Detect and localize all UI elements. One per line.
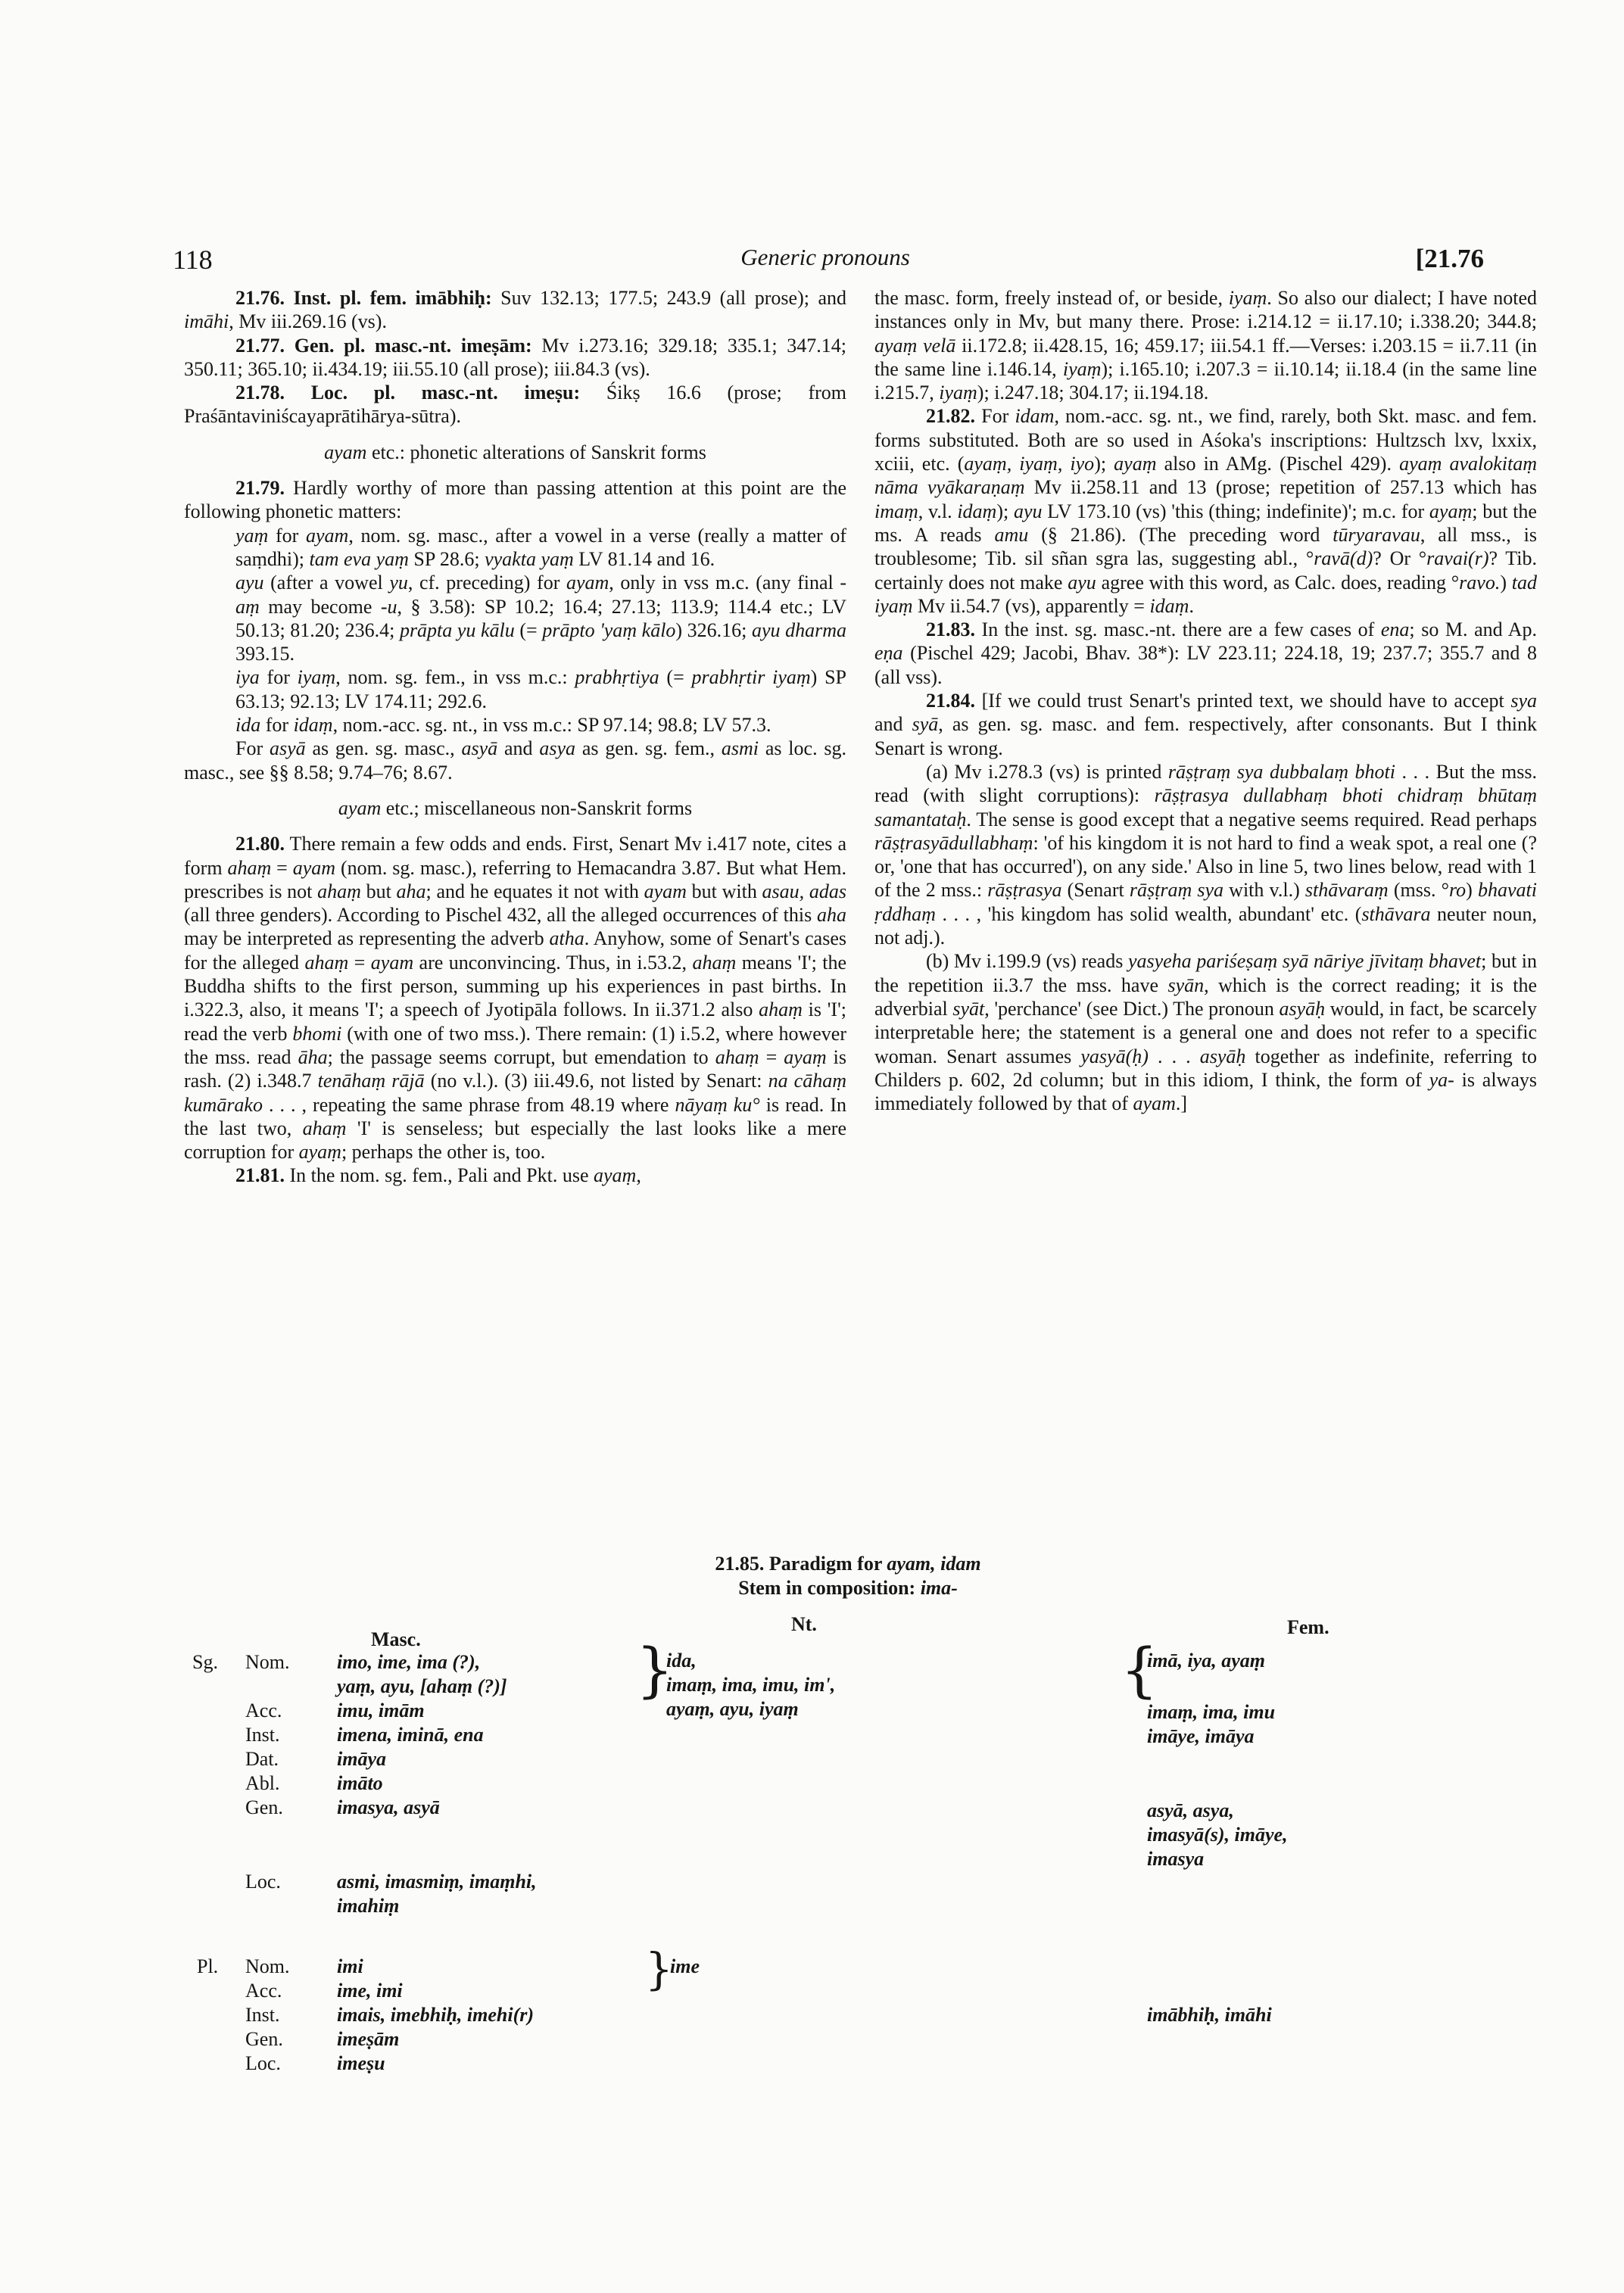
fem-sg-brace: { [1121,1637,1158,1705]
right-column [874,286,1537,1115]
row-sg-loc: Loc. [245,1871,281,1893]
masc-sg-abl: imāto [337,1772,383,1794]
row-pl-loc: Loc. [245,2052,281,2074]
page-number: 118 [173,245,213,275]
item-yam: yaṃ for ayam, nom. sg. masc., after a vowel in a verse (really a matter of saṃdhi); tam eva yaṃ SP 28.6; vyakta yaṃ LV 81.14 and 16. [235,524,846,570]
page-header [167,241,1484,277]
masc-sg-nom-1: imo, ime, ima (?), [337,1651,481,1673]
nt-pl: ime [670,1955,700,1977]
paragraph-21-84: 21.84. [If we could trust Senart's printed text, we should have to accept sya and syā, as gen. sg. masc. and fem. respectively, after consonants. But I think Senart is wrong. [874,690,1537,759]
fem-sg-gen-2: imasyā(s), imāye, [1147,1824,1288,1846]
item-iya: iya for iyaṃ, nom. sg. fem., in vss m.c.: prabhṛtiya (= prabhṛtir iyaṃ) SP 63.13; 92.13; LV 174.11; 292.6. [235,666,846,712]
masc-sg-acc: imu, imām [337,1699,425,1721]
masc-pl-nom: imi [337,1955,363,1977]
nt-sg-3: ayaṃ, ayu, iyaṃ [666,1698,799,1720]
paragraph-21-76: 21.76. Inst. pl. fem. imābhiḥ: Suv 132.13; 177.5; 243.9 (all prose); and imāhi, Mv iii.269.16 (vs). [184,287,846,333]
paragraph-21-77: 21.77. Gen. pl. masc.-nt. imeṣām: Mv i.273.16; 329.18; 335.1; 347.14; 350.11; 365.10; ii.434.19; iii.55.10 (all prose); iii.84.3 (vs). [184,334,847,380]
masc-sg-loc-2: imahiṃ [337,1895,400,1917]
item-ida: ida for idaṃ, nom.-acc. sg. nt., in vss m.c.: SP 97.14; 98.8; LV 57.3. [235,714,771,737]
left-column [184,286,846,1188]
nt-pl-brace: } [645,1943,673,1995]
nt-sg-2: imaṃ, ima, imu, im', [666,1674,836,1696]
paragraph-21-84-a: (a) Mv i.278.3 (vs) is printed rāṣṭraṃ sya dubbalaṃ bhoti . . . But the mss. read (with slight corruptions): rāṣṭrasya dullabhaṃ bhoti chidraṃ bhūtaṃ samantataḥ. The sense is good except that a negative seems required. Read perhaps rāṣṭrasyādullabhaṃ: 'of his kingdom it is not hard to find a weak spot, a real one (? or, 'one that has occurred'), on any side.' Also in line 5, two lines below, read with 1 of the 2 mss.: rāṣṭrasya (Senart rāṣṭraṃ sya with v.l.) sthāvaraṃ (mss. °ro) bhavati ṛddhaṃ . . . , 'his kingdom has solid wealth, abundant' etc. (sthāvara neuter noun, not adj.). [874,760,1538,949]
fem-header: Fem. [1287,1616,1329,1638]
pl-label: Pl. [197,1955,219,1977]
paragraph-21-80: 21.80. There remain a few odds and ends. First, Senart Mv i.417 note, cites a form ahaṃ = ayam (nom. sg. masc.), referring to Hemacandra 3.87. But what Hem. prescribes is not ahaṃ but aha; and he equates it not with ayam but with asau, adas (all three genders). According to Pischel 432, all the alleged occurrences of this aha may be interpreted as representing the adverb atha. Anyhow, some of Senart's cases for the alleged ahaṃ = ayam are unconvincing. Thus, in i.53.2, ahaṃ means 'I'; the Buddha shifts to the first person, summing up his experiences in past births. In i.322.3, also, it means 'I'; a speech of Jyotipāla follows. In ii.371.2 also ahaṃ is 'I'; read the verb bhomi (with one of two mss.). There remain: (1) i.5.2, where however the mss. read āha; the passage seems corrupt, but emendation to ahaṃ = ayaṃ is rash. (2) i.348.7 tenāhaṃ rājā (no v.l.). (3) iii.49.6, not listed by Senart: na cāhaṃ kumārako . . . , repeating the same phrase from 48.19 where nāyaṃ ku° is read. In the last two, ahaṃ 'I' is senseless; but especially the last looks like a mere corruption for ayaṃ; perhaps the other is, too. [184,833,847,1164]
paragraph-21-81-continued: the masc. form, freely instead of, or beside, iyaṃ. So also our dialect; I have noted instances only in Mv, but many there. Prose: i.214.12 = ii.17.10; i.338.20; 344.8; ayaṃ velā ii.172.8; ii.428.15, 16; 459.17; iii.54.1 ff.—Verses: i.203.15 = ii.7.11 (in the same line i.146.14, iyaṃ); i.165.10; i.207.3 = ii.10.14; ii.18.4 (in the same line i.215.7, iyaṃ); i.247.18; 304.17; ii.194.18. [874,287,1537,404]
masc-pl-acc: ime, imi [337,1980,403,2002]
paragraph-21-82: 21.82. For idam, nom.-acc. sg. nt., we find, rarely, both Skt. masc. and fem. forms substituted. Both are so used in Aśoka's inscriptions: Hultzsch lxv, lxxix, xciii, etc. (ayaṃ, iyaṃ, iyo); ayaṃ also in AMg. (Pischel 429). ayaṃ avalokitaṃ nāma vyākaraṇaṃ Mv ii.258.11 and 13 (prose; repetition of 257.13 which has imaṃ, v.l. idaṃ); ayu LV 173.10 (vs) 'this (thing; indefinite)'; m.c. for ayaṃ; but the ms. A reads amu (§ 21.86). (The preceding word tūryaravau, all mss., is troublesome; Tib. sil sñan sgra las, suggesting abl., °ravā(d)? Or °ravai(r)? Tib. certainly does not make ayu agree with this word, as Calc. does, reading °ravo.) tad iyaṃ Mv ii.54.7 (vs), apparently = idaṃ. [874,405,1538,617]
nt-header: Nt. [791,1613,817,1635]
masc-sg-dat: imāya [337,1748,386,1770]
nt-sg-1: ida, [666,1650,697,1671]
fem-sg-nom: imā, iya, ayaṃ [1147,1650,1265,1671]
row-sg-dat: Dat. [245,1748,279,1770]
masc-pl-inst: imais, imebhiḥ, imehi(r) [337,2004,535,2026]
row-sg-acc: Acc. [245,1699,282,1721]
nt-sg-brace: } [636,1637,674,1705]
row-pl-gen: Gen. [245,2028,283,2050]
section-heading-phonetic: ayam etc.: phonetic alterations of Sanskrit forms [324,441,706,463]
paragraph-21-83: 21.83. In the inst. sg. masc.-nt. there are a few cases of ena; so M. and Ap. eṇa (Pischel 429; Jacobi, Bhav. 38*): LV 223.11; 224.18, 19; 237.7; 355.7 and 8 (all vss). [874,618,1538,688]
masc-header: Masc. [371,1628,421,1650]
masc-sg-loc-1: asmi, imasmiṃ, imaṃhi, [337,1871,537,1893]
fem-sg-gen-3: imasya [1147,1848,1205,1870]
masc-sg-nom-2: yaṃ, ayu, [ahaṃ (?)] [337,1675,507,1697]
section-heading-non-sanskrit: ayam etc.; miscellaneous non-Sanskrit forms [338,796,693,819]
row-pl-nom: Nom. [245,1955,290,1977]
row-sg-nom: Nom. [245,1651,290,1673]
row-pl-inst: Inst. [245,2004,280,2026]
section-mark: [21.76 [1415,244,1484,273]
row-pl-acc: Acc. [245,1980,282,2002]
paradigm-stem: Stem in composition: ima- [738,1577,958,1599]
masc-sg-gen: imasya, asyā [337,1796,440,1818]
running-title: Generic pronouns [740,244,910,270]
row-sg-gen: Gen. [245,1796,283,1818]
row-sg-abl: Abl. [245,1772,280,1794]
masc-sg-inst: imena, iminā, ena [337,1724,484,1746]
sg-label: Sg. [192,1651,218,1673]
paragraph-21-81: 21.81. In the nom. sg. fem., Pali and Pkt. use ayaṃ, [235,1164,641,1187]
masc-pl-gen: imeṣām [337,2028,400,2050]
fem-sg-acc: imaṃ, ima, imu [1147,1701,1276,1723]
fem-sg-gen-1: asyā, asya, [1147,1799,1234,1821]
paradigm-title: 21.85. Paradigm for ayam, idam [715,1553,981,1575]
masc-pl-loc: imeṣu [337,2052,385,2074]
fem-sg-inst: imāye, imāya [1147,1725,1255,1747]
row-sg-inst: Inst. [245,1724,280,1746]
item-ayu: ayu (after a vowel yu, cf. preceding) for ayam, only in vss m.c. (any final -aṃ may become -u, § 3.58): SP 10.2; 16.4; 27.13; 113.9; 114.4 etc.; LV 50.13; 81.20; 236.4; prāpta yu kālu (= prāpto 'yaṃ kālo) 326.16; ayu dharma 393.15. [235,572,847,665]
paragraph-21-79: 21.79. Hardly worthy of more than passing attention at this point are the following phonetic matters: [184,477,846,523]
paragraph-21-78: 21.78. Loc. pl. masc.-nt. imeṣu: Śikṣ 16.6 (prose; from Praśāntaviniścayaprātihārya-sūtra). [184,382,846,428]
paragraph-21-84-b: (b) Mv i.199.9 (vs) reads yasyeha pariśeṣaṃ syā nāriye jīvitaṃ bhavet; but in the repetition ii.3.7 the mss. have syān, which is the correct reading; it is the adverbial syāt, 'perchance' (see Dict.) The pronoun asyāḥ would, in fact, be scarcely interpretable here; the statement is a general one and does not refer to a specific woman. Senart assumes yasyā(ḥ) . . . asyāḥ together as indefinite, referring to Childers p. 602, 2d column; but in this idiom, I think, the form of ya- is always immediately followed by that of ayam.] [874,950,1538,1115]
item-asya: For asyā as gen. sg. masc., asyā and asya as gen. sg. fem., asmi as loc. sg. masc., see §§ 8.58; 9.74–76; 8.67. [184,737,847,784]
fem-pl-inst: imābhiḥ, imāhi [1147,2004,1272,2026]
